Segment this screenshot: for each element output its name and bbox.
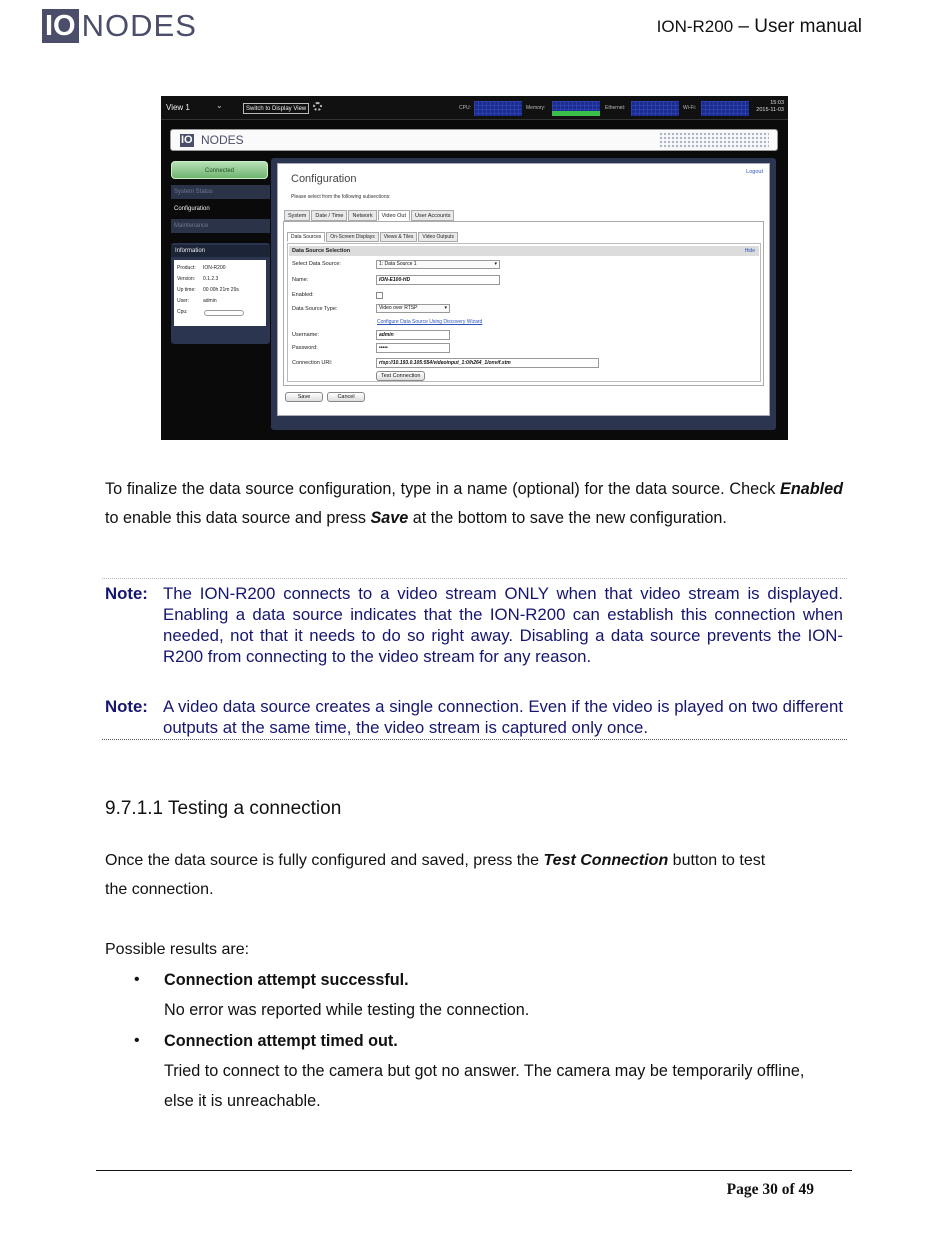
note-label: Note: (105, 584, 148, 603)
data-source-type-label: Data Source Type: (292, 306, 338, 312)
select-data-source-label: Select Data Source: (292, 261, 341, 267)
configuration-screenshot (161, 96, 788, 440)
bullet-text-timed-out: Tried to connect to the camera but got no answer. The camera may be temporarily offline, else it is unreachable. (164, 1062, 805, 1110)
bullet-dot: • (134, 971, 140, 988)
logo-nodes: NODES (81, 8, 197, 43)
cpu-usage-bar (204, 310, 244, 316)
password-input[interactable]: ••••• (376, 343, 450, 353)
clock-time: 15:03 (770, 100, 784, 106)
password-label: Password: (292, 345, 318, 351)
app-banner (170, 129, 778, 151)
enabled-term: Enabled (780, 480, 843, 498)
information-body (174, 260, 266, 326)
subtab-data-sources[interactable]: Data Sources (287, 232, 325, 242)
cpu-meter (474, 101, 522, 116)
tab-video-out[interactable]: Video Out (378, 210, 410, 221)
select-data-source-dropdown[interactable]: 1: Data Source 1 ▾ (376, 260, 500, 269)
information-title: Information (171, 245, 270, 257)
notes-box (102, 578, 847, 740)
test-connection-term: Test Connection (543, 852, 669, 869)
test-paragraph-line-1: Once the data source is fully configured and saved, press the Test Connection button to test (105, 852, 766, 869)
wifi-meter-label: Wi-Fi: (683, 105, 697, 111)
connection-uri-input[interactable]: rtsp://10.193.0.105:554/videoinput_1:0/h264_1/onvif.stm (376, 358, 599, 368)
name-label: Name: (292, 277, 309, 283)
note-text: The ION-R200 connects to a video stream ONLY when that video stream is displayed. Enabling a data source indicates that the ION-R200 can establish this connection when needed, not that it needs to do so right away. Disabling a data source prevents the ION-R200 from connecting to the video stream for any reason. (163, 584, 843, 666)
bullet-text-successful: No error was reported while testing the connection. (164, 1001, 530, 1019)
chevron-down-icon[interactable]: ⌄ (216, 101, 223, 110)
view-selector[interactable]: View 1 (166, 103, 190, 112)
document-title (657, 16, 862, 38)
screenshot-topbar (161, 96, 788, 120)
test-connection-button[interactable]: Test Connection (376, 371, 425, 381)
sidebar-item-configuration[interactable]: Configuration (171, 202, 270, 216)
document-model: ION-R200 (656, 17, 734, 36)
results-intro: Possible results are: (105, 941, 250, 958)
chevron-down-icon: ▾ (444, 305, 447, 311)
main-area (271, 158, 776, 430)
chevron-down-icon: ▾ (494, 261, 497, 267)
bullet-dot: • (134, 1032, 140, 1049)
clock-date: 2015-11-03 (756, 107, 784, 113)
banner-logo-io: IO (181, 134, 193, 146)
ethernet-meter-label: Ethernet: (605, 105, 626, 111)
tab-user-accounts[interactable]: User Accounts (411, 210, 454, 221)
finalize-paragraph: To finalize the data source configuration, type in a name (optional) for the data source. Check Enabled to enable this data source and press Save at the bottom to save the new configuration. (105, 480, 843, 527)
connected-status: Connected (171, 161, 268, 179)
config-tabs (284, 210, 455, 221)
name-input[interactable]: ION-E100-HD (376, 275, 500, 285)
save-button[interactable]: Save (285, 392, 323, 402)
information-panel (171, 243, 270, 344)
connection-uri-label: Connection URI: (292, 360, 333, 366)
subtab-video-outputs[interactable]: Video Outputs (418, 232, 458, 242)
video-out-tab-body (283, 221, 764, 386)
test-paragraph-line-2: the connection. (105, 881, 214, 898)
logout-link[interactable]: Logout (746, 169, 763, 175)
data-source-type-dropdown[interactable]: Video over RTSP ▾ (376, 304, 450, 313)
subtab-on-screen-displays[interactable]: On-Screen Displays (326, 232, 378, 242)
hide-link[interactable]: Hide (744, 248, 755, 254)
banner-pattern (659, 132, 769, 149)
sidebar-item-system-status[interactable]: System Status (171, 185, 270, 199)
enabled-label: Enabled: (292, 292, 314, 298)
username-label: Username: (292, 332, 319, 338)
enabled-checkbox[interactable] (376, 292, 383, 299)
discovery-wizard-link[interactable]: Configure Data Source Using Discovery Wizard (377, 319, 483, 325)
section-heading-testing: 9.7.1.1 Testing a connection (105, 798, 342, 819)
info-row: Product: ION-R200 (177, 265, 226, 271)
sidebar-item-maintenance[interactable]: Maintenance (171, 219, 270, 233)
video-out-subtabs (287, 232, 459, 242)
ethernet-meter (631, 101, 679, 116)
info-row: Cpu: (177, 309, 188, 315)
page-subtitle: Please select from the following subsections: (291, 194, 391, 200)
memory-meter-label: Memory: (526, 105, 546, 111)
memory-meter (552, 101, 600, 116)
page-title: Configuration (291, 173, 357, 185)
subtab-views-tiles[interactable]: Views & Tiles (380, 232, 418, 242)
page-number: Page 30 of 49 (726, 1181, 814, 1198)
info-row: Version: 0.1.2.3 (177, 276, 219, 282)
configuration-panel (277, 163, 770, 416)
cancel-button[interactable]: Cancel (327, 392, 365, 402)
gear-icon[interactable] (313, 102, 322, 111)
clock (756, 100, 784, 114)
tab-date-time[interactable]: Date / Time (311, 210, 347, 221)
banner-logo-nodes: NODES (201, 133, 244, 147)
document-subtitle: – User manual (733, 16, 862, 37)
ionodes-logo (42, 9, 197, 43)
save-term: Save (370, 509, 409, 527)
footer-divider (96, 1170, 852, 1171)
note-label: Note: (105, 697, 148, 716)
tab-system[interactable]: System (284, 210, 310, 221)
logo-io: IO (42, 9, 79, 43)
sidebar (170, 158, 271, 344)
info-row: Up time: 00 00h 21m 29s (177, 287, 239, 293)
info-row: User: admin (177, 298, 217, 304)
data-source-section (287, 243, 761, 382)
username-input[interactable]: admin (376, 330, 450, 340)
wifi-meter (701, 101, 749, 116)
bullet-head-timed-out: Connection attempt timed out. (164, 1032, 398, 1050)
bullet-head-successful: Connection attempt successful. (164, 971, 409, 989)
switch-display-view-button[interactable]: Switch to Display View (243, 103, 309, 114)
cpu-meter-label: CPU: (459, 105, 471, 111)
note-text: A video data source creates a single connection. Even if the video is played on two different outputs at the same time, the video stream is captured only once. (163, 697, 843, 737)
tab-network[interactable]: Network (348, 210, 376, 221)
section-heading: Data Source Selection Hide (289, 246, 759, 256)
